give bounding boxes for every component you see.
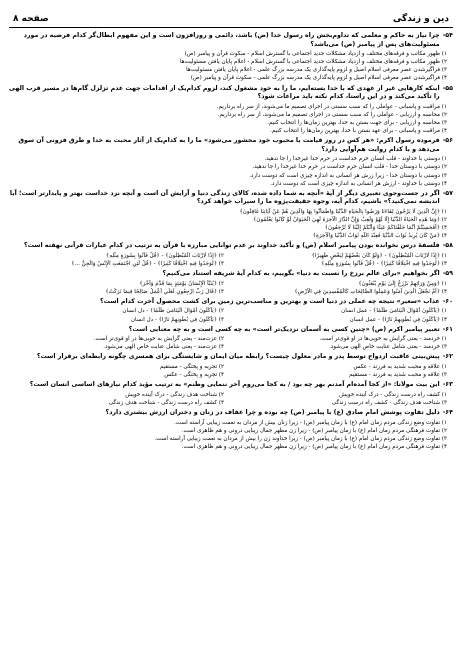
answer-option[interactable]: ۱) ﴿إِنَّ الَّذِينَ لَا يَرْجُونَ لِقَاءَنَا وَرَضُوا بِالْحَيَاةِ الدُّنْيَا وَاطْمَأَنُّوا بِهَا وَالَّذِينَ هُمْ عَنْ آيَاتِنَا غَافِلُونَ﴾ (239, 208, 447, 215)
question-stem (9, 190, 453, 207)
answer-option[interactable]: ۳) علاقه و محبت شدید به فرزند - مستقیم (349, 372, 447, 379)
question-number: -۵۴ (442, 32, 453, 39)
question-text: فلسفهٔ درس نخوانده بودن پیامبر اسلام (ص) و تأکید خداوند بر عدم توانایی مبارزه با قرآن به ترتیب در کدام عبارات قرآنی نهفته است؟ (23, 242, 440, 250)
answer-option[interactable]: ۱) تفاوت وضع زندگی مردم زمان امام (ع) با زمان پیامبر (ص) - زیرا زنان بیش از مردان به نعمت زیبایی آراسته است. (174, 419, 447, 426)
question-number: -۵۶ (442, 137, 453, 145)
question-item (9, 137, 453, 188)
question-item (9, 381, 453, 407)
answer-option[interactable]: ۲) ﴿إِذًا لَارْتَابَ الْمُبْطِلُونَ﴾ - ﴿قُلْ فَأْتُوا بِسُورَةٍ مِثْلِهِ﴾ (106, 252, 224, 259)
answer-options (9, 50, 453, 82)
answer-option[interactable]: ۴) فراگیرشدن عصر معرفی اسلام اصیل و لزوم پایه‌گذاری یک مدرسه بزرگ علمی - سکوت قرآن و پیامبر (ص) (190, 75, 447, 82)
answer-option[interactable]: ۲) ظهور مکاتب و فرقه‌های مختلف و ازدیاد مشکلات جدید اجتماعی با گسترش اسلام - اعلام پایان یافتن مسئولیت‌ها (179, 59, 447, 66)
question-item (9, 409, 453, 451)
question-text: عذاب «سعیر» نتیجه چه عملی در دنیا است و بهترین و مناسب‌ترین زمین برای کشت محصول آخرت کدام است؟ (100, 297, 440, 305)
page-header (9, 6, 453, 28)
answer-option[interactable]: ۳) ﴿يَأْكُلُونَ فِي بُطُونِهِمْ نَارًا﴾ - عمل انسان (349, 316, 447, 323)
answer-option[interactable]: ۲) ﴿وَمَا هَٰذِهِ الْحَيَاةُ الدُّنْيَا إِلَّا لَهْوٌ وَلَعِبٌ وَإِنَّ الدَّارَ الْآخِرَةَ لَهِيَ الْحَيَوَانُ لَوْ كَانُوا يَعْلَمُونَ﴾ (253, 216, 447, 223)
answer-option[interactable]: ۳) شناخت هدف زندگی - کشف راه درست زندگی (331, 399, 447, 406)
question-item (9, 85, 453, 136)
answer-option[interactable]: ۴) تجربه و پختگی - عکس (164, 372, 224, 379)
question-number: -۵۵ (442, 84, 453, 92)
answer-option[interactable]: ۳) تفاوت وضع زندگی مردم زمان امام (ع) با زمان پیامبر (ص) - زیرا خداوند زن را بیش از مردان به نعمت زیبایی آراسته است. (154, 435, 447, 442)
answer-option[interactable]: ۲) محاسبه و ارزیابی - عواملی را که سبب سستی در اجرای تصمیم ما می‌شوند، از سر راه برداریم. (217, 111, 447, 118)
answer-options (9, 307, 453, 323)
answer-option[interactable]: ۴) دوستی با خداوند - ارزش هر انسانی به اندازه چیزی است که دوست دارد. (270, 180, 447, 187)
answer-option[interactable]: ۴) عزت‌مند - یعنی شامل عنایت خاص الهی می‌شود. (103, 344, 224, 351)
answer-option[interactable]: ۳) محاسبه و ارزیابی - برای جهت بستن به خدا، بهترین زمان‌ها را انتخاب کنیم. (267, 119, 447, 126)
subject-title: دین و زندگی (392, 14, 449, 24)
question-item (9, 32, 453, 83)
question-text: چرا نیاز به حاکم و معلمی که تداوم‌بخش راه رسول خدا (ص) باشد، دائمی و روزافزون است و این مفهوم ابطال‌گر کدام فرضیه در مورد مسئولیت‌های پس از پیامبر (ص) می‌باشد؟ (23, 32, 440, 48)
answer-option[interactable]: ۲) شناخت هدف زندگی - درک آینده خویش (125, 391, 224, 398)
answer-option[interactable]: ۲) تفاوت فرهنگی مردم زمان امام (ع) با زمان پیامبر (ص) - زیرا زن مظهر جمال زیبایی درونی و هم ظاهری است. (181, 427, 447, 434)
question-item (9, 242, 453, 268)
question-item (9, 298, 453, 324)
answer-option[interactable]: ۲) دوستی با دوستان خدا - قلب انسان حرم خداست در حرم خدا غیرخدا را جا ندهید. (252, 164, 447, 171)
answer-option[interactable]: ۳) فراگیرشدن عصر معرفی اسلام اصیل و لزوم پایه‌گذاری یک مدرسه بزرگ علمی - اعلام پایان یافتن مسئولیت‌ها (186, 67, 447, 74)
answer-options (9, 419, 453, 451)
question-stem (9, 409, 453, 418)
answer-option[interactable]: ۴) ﴿يَأْكُلُونَ فِي بُطُونِهِمْ نَارًا﴾ - دل انسان (130, 316, 224, 323)
answer-option[interactable]: ۱) ﴿إِذًا لَارْتَابَ الْمُبْطِلُونَ﴾ - ﴿وَلَوْ كَانَ بَعْضُهُمْ لِبَعْضٍ ظَهِيرًا﴾ (311, 252, 447, 259)
answer-option[interactable]: ۱) دوستی با خداوند - قلب انسان حرم خداست در حرم خدا غیرخدا را جا ندهید. (264, 156, 447, 163)
question-text: دلیل تفاوت پوشش امام صادق (ع) با پیامبر (ص) چه بوده و چرا عفاف در زنان و دختران ارزش بیشتری دارد؟ (105, 408, 440, 416)
question-item (9, 190, 453, 241)
question-number: -۶۳ (442, 381, 453, 389)
question-item (9, 326, 453, 352)
page-number: صفحه ۸ (13, 14, 49, 24)
answer-option[interactable]: ۱) مراقبت و پاسبانی - عواملی را که سبب سستی در اجرای تصمیم ما می‌شوند، از سر راه برداریم. (216, 103, 447, 110)
question-text: اگر در جست‌وجوی تعبیری دیگر از آیهٔ «آنچه به شما داده شده، کالای زندگی دنیا و آرایش آن است و آنچه نزد خداست بهتر و پایدارتر است؛ آیا اندیشه نمی‌کنید؟» باشیم، کدام آیه، وجوه حقیقت‌پژوه ما را سیراب خواهد کرد؟ (9, 189, 440, 206)
question-text: این بیت مولانا: «از کجا آمده‌ام آمدنم بهر چه بود / به کجا می‌روم آخر ننمایی وطنم» به ترتیب مؤید کدام نیازهای اساسی انسان است؟ (29, 381, 440, 389)
answer-option[interactable]: ۱) ظهور مکاتب و فرقه‌های مختلف و ازدیاد مشکلات جدید اجتماعی با گسترش اسلام - سکوت قرآن و پیامبر (ص) (184, 51, 447, 58)
answer-option[interactable]: ۴) تفاوت فرهنگی مردم زمان امام (ع) با زمان پیامبر (ص) - زیرا زن مظهر جمال زیبایی درونی و هم ظاهری است. (181, 443, 447, 450)
answer-option[interactable]: ۲) ﴿يُنَبَّأُ الْإِنْسَانُ يَوْمَئِذٍ بِمَا قَدَّمَ وَأَخَّرَ﴾ (139, 280, 224, 287)
answer-options (9, 335, 453, 351)
question-number: -۵۷ (442, 189, 453, 197)
question-stem (9, 270, 453, 279)
question-item (9, 353, 453, 379)
question-stem (9, 298, 453, 307)
answer-options (9, 155, 453, 187)
question-number: -۶۲ (442, 353, 453, 361)
question-stem (9, 85, 453, 102)
answer-option[interactable]: ۱) کشف راه درست زندگی - درک آینده خویش (339, 391, 447, 398)
answer-option[interactable]: ۱) علاقه و محبت شدید به فرزند - عکس (353, 363, 447, 370)
answer-option[interactable]: ۲) تجربه و پختگی - مستقیم (159, 363, 224, 370)
question-text: اگر بخواهیم «برای عالم برزخ را نسبت به دنیا» بگوییم، به کدام آیهٔ شریفه استناد می‌کنیم؟ (162, 270, 440, 278)
question-text: فرموده رسول اکرم: «هر کس در روز قیامت با محبوب خود محشور می‌شود» ما را به کدام‌یک از آثار محبت به خدا و طرق فزونی آن سوق می‌دهد و با کدام روایت هم‌آوایی دارد؟ (18, 137, 440, 153)
question-stem (9, 353, 453, 362)
answer-option[interactable]: ۳) ﴿لَوَجَدُوا فِيهِ اخْتِلَافًا كَثِيرًا﴾ - ﴿قُلْ فَأْتُوا بِسُورَةٍ مِثْلِهِ﴾ (321, 260, 447, 267)
answer-options (9, 252, 453, 268)
answer-option[interactable]: ۴) مراقبت و پاسبانی - برای عهد بستن با خدا، بهترین زمان‌ها را انتخاب کنیم. (270, 128, 447, 135)
question-number: -۶۰ (442, 297, 453, 305)
question-text: اینکه کارهایی غیر از عهدی که با خدا بسته‌ایم، ما را به خود مشغول کند، لزوم کدام‌یک از اقدامات جهت عدم تزلزل گام‌ها در مسیر قرب الهی را تأکید می‌کند و در این راستا، کدام نکته باید مراعات شود؟ (8, 84, 440, 101)
answer-option[interactable]: ۳) ﴿أَمْ نَجْعَلُ الَّذِينَ آمَنُوا وَعَمِلُوا الصَّالِحَاتِ كَالْمُفْسِدِينَ فِي الْأَرْضِ﴾ (294, 288, 447, 295)
question-item (9, 270, 453, 296)
questions-list (9, 28, 453, 451)
answer-option[interactable]: ۳) ﴿أَفَحَسِبْتُمْ أَنَّمَا خَلَقْنَاكُمْ عَبَثًا وَأَنَّكُمْ إِلَيْنَا لَا تُرْجَعُونَ﴾ (324, 225, 447, 232)
answer-option[interactable]: ۴) ﴿لَوَجَدُوا فِيهِ اخْتِلَافًا كَثِيرًا﴾ - ﴿قُلْ لَئِنِ اجْتَمَعَتِ الْإِنْسُ وَالْجِنُّ ...﴾ (71, 260, 224, 267)
answer-option[interactable]: ۴) کشف راه درست زندگی - شناخت هدف زندگی (108, 399, 224, 406)
answer-option[interactable]: ۱) خردمند - یعنی گرایش به خوبی‌ها در او قوی‌تر است. (319, 336, 447, 343)
answer-options (9, 103, 453, 135)
question-stem (9, 32, 453, 49)
answer-options (9, 363, 453, 379)
answer-option[interactable]: ۳) خردمند - یعنی شامل عنایت خاص الهی می‌شود. (328, 344, 447, 351)
question-number: -۵۹ (442, 270, 453, 278)
answer-option[interactable]: ۲) ﴿يَأْكُلُونَ أَمْوَالَ الْيَتَامَىٰ ظُلْمًا﴾ - دل انسان (122, 308, 224, 315)
question-stem (9, 137, 453, 154)
question-text: تعبیر پیامبر اکرم (ص) «چنین کسی به آسمان نزدیک‌تر است» به چه کسی است و به چه معنایی است؟ (128, 325, 440, 333)
answer-option[interactable]: ۱) ﴿يَأْكُلُونَ أَمْوَالَ الْيَتَامَىٰ ظُلْمًا﴾ - عمل انسان (341, 308, 447, 315)
question-stem (9, 381, 453, 390)
answer-options (9, 391, 453, 407)
question-stem (9, 242, 453, 251)
question-stem (9, 326, 453, 335)
question-number: -۵۸ (442, 242, 453, 250)
question-text: پیش‌بینی عاقبت ازدواج توسط پدر و مادر معلول چیست؟ رابطه میان ایمان و شایستگی برای همسری چگونه رابطه‌ای برقرار است؟ (36, 353, 440, 361)
answer-option[interactable]: ۴) ﴿قَالَ رَبِّ ارْجِعُونِ لَعَلِّي أَعْمَلُ صَالِحًا فِيمَا تَرَكْتُ﴾ (105, 288, 224, 295)
answer-options (9, 208, 453, 240)
question-number: -۶۱ (442, 325, 453, 333)
answer-options (9, 280, 453, 296)
answer-option[interactable]: ۲) عزت‌مند - یعنی گرایش به خوبی‌ها در او قوی‌تر است. (93, 336, 224, 343)
answer-option[interactable]: ۳) دوستی با دوستان خدا - زیرا زرش هر انسانی به اندازه چیزی است که دوست دارد. (249, 172, 447, 179)
answer-option[interactable]: ۱) ﴿وَمِنْ وَرَائِهِمْ بَرْزَخٌ إِلَىٰ يَوْمِ يُبْعَثُونَ﴾ (358, 280, 447, 287)
question-number: -۶۴ (442, 408, 453, 416)
answer-option[interactable]: ۴) ﴿مَنْ كَانَ يُرِيدُ ثَوَابَ الدُّنْيَا فَعِنْدَ اللَّهِ ثَوَابُ الدُّنْيَا وَالْآخِرَةِ﴾ (312, 233, 447, 240)
